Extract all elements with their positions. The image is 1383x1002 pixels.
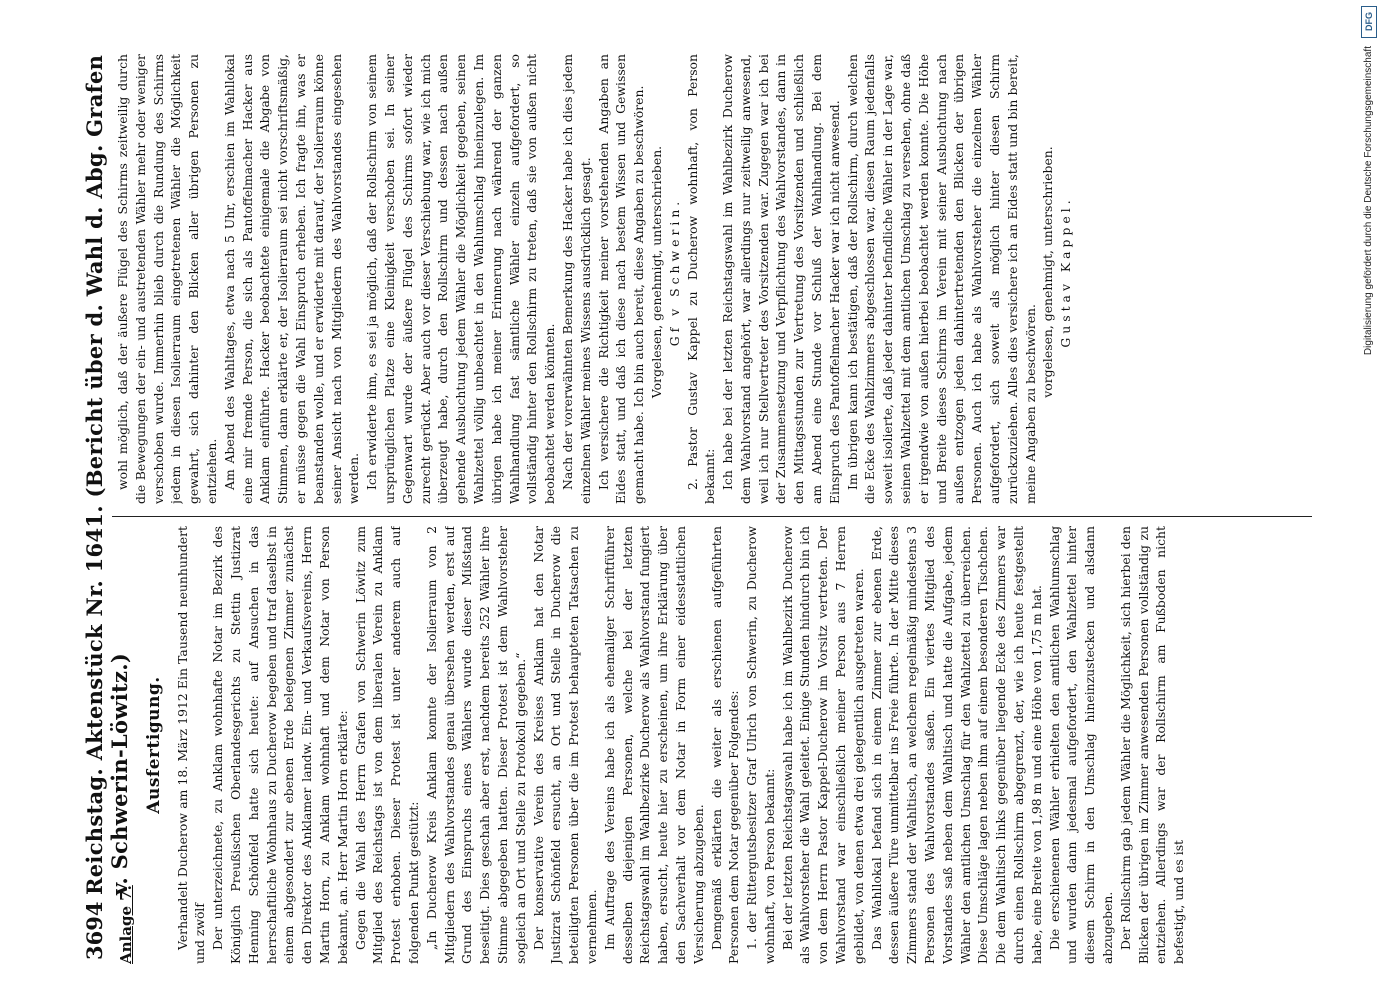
paragraph: wohl möglich, daß der äußere Flügel des Schirms zeitweilig durch die Bewegungen der ein- und austretenden Wähler mehr oder weniger verschoben wurde. Immerhin blieb durch die Rundung des Schirms jedem in diesen Isolierraum eingetretenen Wähler die Möglichkeit gewahrt, sich dahinter den Blicken aller übrigen Personen zu entziehen. — [114, 54, 219, 504]
signature: Gustav Kappel. — [1057, 196, 1073, 348]
paragraph: Das Wahllokal befand sich in einem Zimmer zur ebenen Erde, dessen äußere Türe unmittelbar ins Freie führte. In der Mitte dieses Zimmers stand der Wahltisch, an welchem regelmäßig mindestens 3 Personen des Wahlvorstandes saßen. Ein viertes Mitglied des Vorstandes saß neben dem Wahltisch und hatte die Aufgabe, jedem Wähler den amtlichen Umschlag für den Wahlzettel zu überreichen. Diese Umschläge lagen neben ihm auf einem besonderen Tischchen. Die dem Wahltisch links gegenüber liegende Ecke des Zimmers war durch einen Rollschirm abgegrenzt, der, wie ich heute festgestellt habe, eine Breite von 1,98 m und eine Höhe von 1,75 m hat. — [868, 526, 1044, 964]
paragraph: Im übrigen kann ich bestätigen, daß der Rollschirm, durch welchen die Ecke des Wahlzimmers abgeschlossen war, diesen Raum jedenfalls soweit isolierte, daß jeder dahinter befindliche Wähler in der Lage war, seinen Wahlzettel mit dem amtlichen Umschlag zu versehen, ohne daß er irgendwie von außen hierbei beobachtet werden konnte. Die Höhe und Breite dieses Schirms im Verein mit seiner Ausbuchtung nach außen entzogen jeden dahintertretenden den Blicken der übrigen Personen. Auch ich habe als Wahlvorsteher die einzelnen Wähler aufgefordert, sich soweit als möglich hinter diesen Schirm zurückzuziehen. Alles dies versichere ich an Eides statt und bin bereit, meine Angaben zu beschwören. — [844, 54, 1038, 504]
paragraph: Gegen die Wahl des Herrn Grafen von Schwerin Löwitz zum Mitglied des Reichstags ist von dem liberalen Verein zu Anklam Protest erhoben. Dieser Protest ist unter anderem auch auf folgenden Punkt gestützt: — [352, 526, 421, 964]
paragraph: Der Rollschirm gab jedem Wähler die Möglichkeit, sich hierbei den Blicken der übrigen im Zimmer anwesenden Personen vollständig zu entziehen. Allerdings war der Rollschirm am Fußboden nicht befestigt, und es ist — [1117, 526, 1186, 964]
paragraph: Ich versichere die Richtigkeit meiner vorstehenden Angaben an Eides statt, und daß ich diese nach bestem Wissen und Gewissen gemacht habe. Ich bin auch bereit, diese Angaben zu beschwören. — [595, 54, 646, 504]
paragraph: Der unterzeichnete, zu Anklam wohnhafte Notar im Bezirk des Königlich Preußischen Oberlandesgerichts zu Stettin Justizrat Henning Schönfeld hatte sich heute: auf Ansuchen in das herrschaftliche Wohnhaus zu Ducherow begeben und traf daselbst in einem abgesondert zur ebenen Erde belegenen Zimmer zunächst den Direktor des Anklamer landw. Ein- und Verkaufsvereins, Herrn Martin Horn, zu Anklam wohnhaft und dem Notar von Person bekannt, an. Herr Martin Horn erklärte: — [209, 526, 350, 964]
digitization-credit: Digitalisierung gefördert durch die Deutsche Forschungsgemeinschaft — [1363, 46, 1374, 356]
paragraph: Nach der vorerwähnten Bemerkung des Hacker habe ich dies jedem einzelnen Wähler meines Wissens ausdrücklich gesagt. — [559, 54, 593, 504]
page-title: Reichstag. Aktenstück Nr. 1641. (Bericht über d. Wahl d. Abg. Grafen v. Schwerin-Löwitz.) — [81, 54, 132, 895]
paragraph: 1. der Rittergutsbesitzer Graf Ulrich von Schwerin, zu Ducherow wohnhaft, von Person bekannt: — [743, 526, 777, 964]
paragraph: Die erschienenen Wähler erhielten den amtlichen Wahlumschlag und wurden dann jedesmal aufgefordert, den Wahlzettel hinter diesem Schirm in den Umschlag hineinzustecken und alsdann abzugeben. — [1046, 526, 1115, 964]
section-heading: Ausfertigung. — [143, 676, 164, 814]
paragraph: Ich erwiderte ihm, es sei ja möglich, daß der Rollschirm von seinem ursprünglichen Platze eine Kleinigkeit verschoben sei. In seiner Gegenwart wurde der äußere Flügel des Schirms sofort wieder zurecht gerückt. Aber auch vor dieser Verschiebung war, wie ich mich überzeugt habe, durch den Rollschirm und dessen nach außen gehende Ausbuchtung jedem Wähler die Möglichkeit gegeben, seinen Wahlzettel völlig unbeachtet in den Wahlumschlag hineinzulegen. Im übrigen habe ich meiner Erinnerung nach während der ganzen Wahlhandlung fast sämtliche Wähler einzeln aufgefordert, so vollständig hinter den Rollschirm zu treten, daß sie von außen nicht beobachtet werden könnten. — [363, 54, 557, 504]
paragraph: Demgemäß erklärten die weiter als erschienen aufgeführten Personen dem Notar gegenüber Folgendes: — [708, 526, 741, 964]
signature: Gf v Schwerin. — [666, 197, 682, 347]
right-column — [114, 54, 1324, 504]
dfg-logo-icon: DFG — [1361, 6, 1377, 38]
closing-line: Vorgelesen, genehmigt, unterschrieben. — [648, 145, 664, 399]
paragraph: Am Abend des Wahltages, etwa nach 5 Uhr, erschien im Wahllokal eine mir fremde Person, die sich als Pantoffelmacher Hacker aus Anklam einführte. Hacker beobachtete einigemale die Abgabe von Stimmen, dann erklärte er, der Isolierraum sei nicht vorschriftsmäßig, er müsse gegen die Wahl Einspruch erheben. Ich fragte ihn, was er beanstanden wolle, und er erwiderte mit darauf, der Isolierraum könne seiner Ansicht nach von Mitgliedern des Wahlvorstandes eingesehen werden. — [221, 54, 361, 504]
paragraph: „In Ducherow Kreis Anklam konnte der Isolierraum von 2 Mitgliedern des Wahlvorstandes genau übersehen werden, erst auf Grund des Einspruchs eines Wählers wurde dieser Mißstand beseitigt. Dies geschah aber erst, nachdem bereits 252 Wähler ihre Stimme abgegeben hatten. Dieser Protest ist dem Wahlvorsteher sogleich an Ort und Stelle zu Protokoll gegeben.“ — [423, 526, 528, 964]
left-column — [114, 526, 1324, 964]
page-number: 3694 — [81, 901, 107, 960]
paragraph: Verhandelt Ducherow am 18. März 1912 Ein Tausend neunhundert und zwölf — [174, 526, 207, 964]
closing-line: vorgelesen, genehmigt, unterschrieben. — [1039, 146, 1055, 398]
column-divider — [112, 516, 1312, 517]
witness-intro: 2. Pastor Gustav Kappel zu Ducherow wohnhaft, von Person bekannt: — [684, 54, 717, 504]
paragraph: Im Auftrage des Vereins habe ich als ehemaliger Schriftführer desselben diejenigen Personen, welche bei der letzten Reichstagswahl im Wahlbezirke Ducherow als Wahlvorstand fungiert haben, ersucht, heute hier zu erscheinen, um ihre Erklärung über den Sachverhalt vor dem Notar in Form einer eidesstattlichen Versicherung abzugeben. — [601, 526, 706, 964]
annex-label: Anlage 7. — [116, 885, 135, 964]
paragraph: Ich habe bei der letzten Reichstagswahl im Wahlbezirk Ducherow dem Wahlvorstand angehört, war allerdings nur zeitweilig anwesend, weil ich nur Stellvertreter des Vorsitzenden war. Zugegen war ich bei der Zusammensetzung und Verpflichtung des Wahlvorstandes, dann in den Mittagsstunden zur Vertretung des Vorsitzenden und schließlich am Abend eine Stunde vor Schluß der Wahlhandlung. Bei dem Einspruch des Pantoffelmacher Hacker war ich nicht anwesend. — [719, 54, 842, 504]
document-page — [42, 30, 1342, 970]
paragraph: Bei der letzten Reichstagswahl habe ich im Wahlbezirk Ducherow als Wahlvorsteher die Wahl geleitet. Einige Stunden hindurch bin ich von dem Herrn Pastor Kappel-Ducherow im Vorsitz vertreten. Der Wahlvorstand war einschließlich meiner Person aus 7 Herren gebildet, von denen etwa drei gelegentlich ausgetreten waren. — [779, 526, 866, 964]
margin-note — [1361, 2, 1379, 1002]
paragraph: Der konservative Verein des Kreises Anklam hat den Notar Justizrat Schönfeld ersucht, an Ort und Stelle in Ducherow die beteiligten Personen über die im Protest behaupteten Tatsachen zu vernehmen. — [530, 526, 599, 964]
